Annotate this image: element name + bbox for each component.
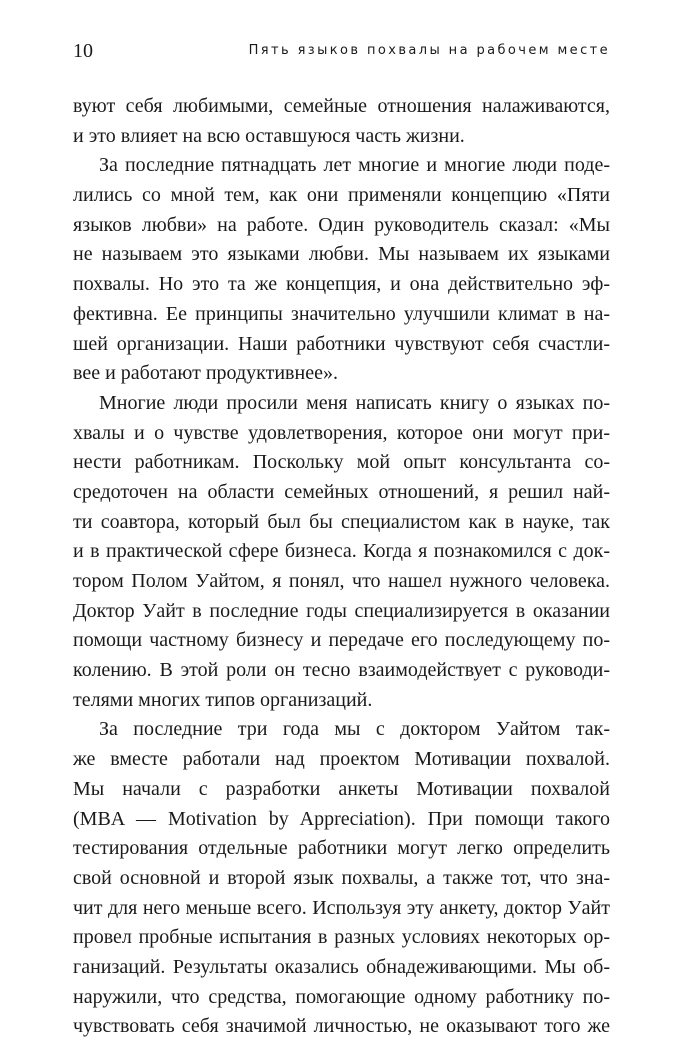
text-line: и это влияет на всю оставшуюся часть жизни.	[73, 124, 465, 147]
text-line: наружили, что средства, помогающие одному работнику по-	[73, 985, 610, 1008]
text-line: шей организации. Наши работники чувствуют себя счастли-	[73, 332, 610, 355]
text-line: ганизаций. Результаты оказались обнадеживающими. Мы об-	[73, 955, 610, 978]
text-line: языков любви» на работе. Один руководитель сказал: «Мы	[73, 213, 610, 236]
text-line: ти соавтора, который был бы специалистом как в науке, так	[73, 510, 610, 533]
text-line: (MBA — Motivation by Appreciation). При помощи такого	[73, 807, 610, 830]
text-line: Доктор Уайт в последние годы специализируется в оказании	[73, 599, 610, 622]
text-line: тестирования отдельные работники могут легко определить	[73, 837, 610, 860]
running-title: Пять языков похвалы на рабочем месте	[248, 43, 610, 58]
text-line: помощи частному бизнесу и передаче его последующему по-	[73, 629, 610, 652]
text-line: вуют себя любимыми, семейные отношения налаживаются,	[73, 95, 610, 117]
text-line: не называем это языками любви. Мы называем их языками	[73, 243, 610, 266]
text-line: тором Полом Уайтом, я понял, что нашел нужного человека.	[73, 570, 610, 592]
text-line: Мы начали с разработки анкеты Мотивации похвалой	[73, 777, 610, 800]
text-line: телями многих типов организаций.	[73, 688, 373, 711]
text-line: фективна. Ее принципы значительно улучшили климат в на-	[73, 302, 610, 325]
text-line: вее и работают продуктивнее».	[73, 362, 338, 385]
running-header	[73, 38, 610, 64]
text-line: колению. В этой роли он тесно взаимодействует с руководи-	[73, 659, 610, 682]
page-number: 10	[73, 40, 93, 62]
text-line: За последние пятнадцать лет многие и многие люди поде-	[99, 154, 610, 177]
text-line: свой основной и второй язык похвалы, а также тот, что зна-	[73, 866, 610, 889]
text-line: Многие люди просили меня написать книгу о языках по-	[99, 391, 610, 414]
text-line: хвалы и о чувстве удовлетворения, которое они могут при-	[73, 421, 610, 444]
text-line: похвалы. Но это та же концепция, и она действительно эф-	[73, 273, 610, 296]
text-line: и в практической сфере бизнеса. Когда я познакомился с док-	[73, 540, 610, 563]
body-text	[73, 92, 610, 1042]
text-line: провел пробные испытания в разных условиях некоторых ор-	[73, 926, 610, 949]
text-line: За последние три года мы с доктором Уайтом так-	[99, 718, 610, 741]
text-line: лились со мной тем, как они применяли концепцию «Пяти	[73, 184, 610, 207]
text-line: нести работникам. Поскольку мой опыт консультанта со-	[73, 451, 610, 474]
text-line: чит для него меньше всего. Используя эту анкету, доктор Уайт	[73, 896, 610, 919]
text-line: чувствовать себя значимой личностью, не оказывают того же	[73, 1015, 610, 1038]
text-line: средоточен на области семейных отношений, я решил най-	[73, 480, 610, 503]
text-line: же вместе работали над проектом Мотивации похвалой.	[73, 748, 610, 771]
